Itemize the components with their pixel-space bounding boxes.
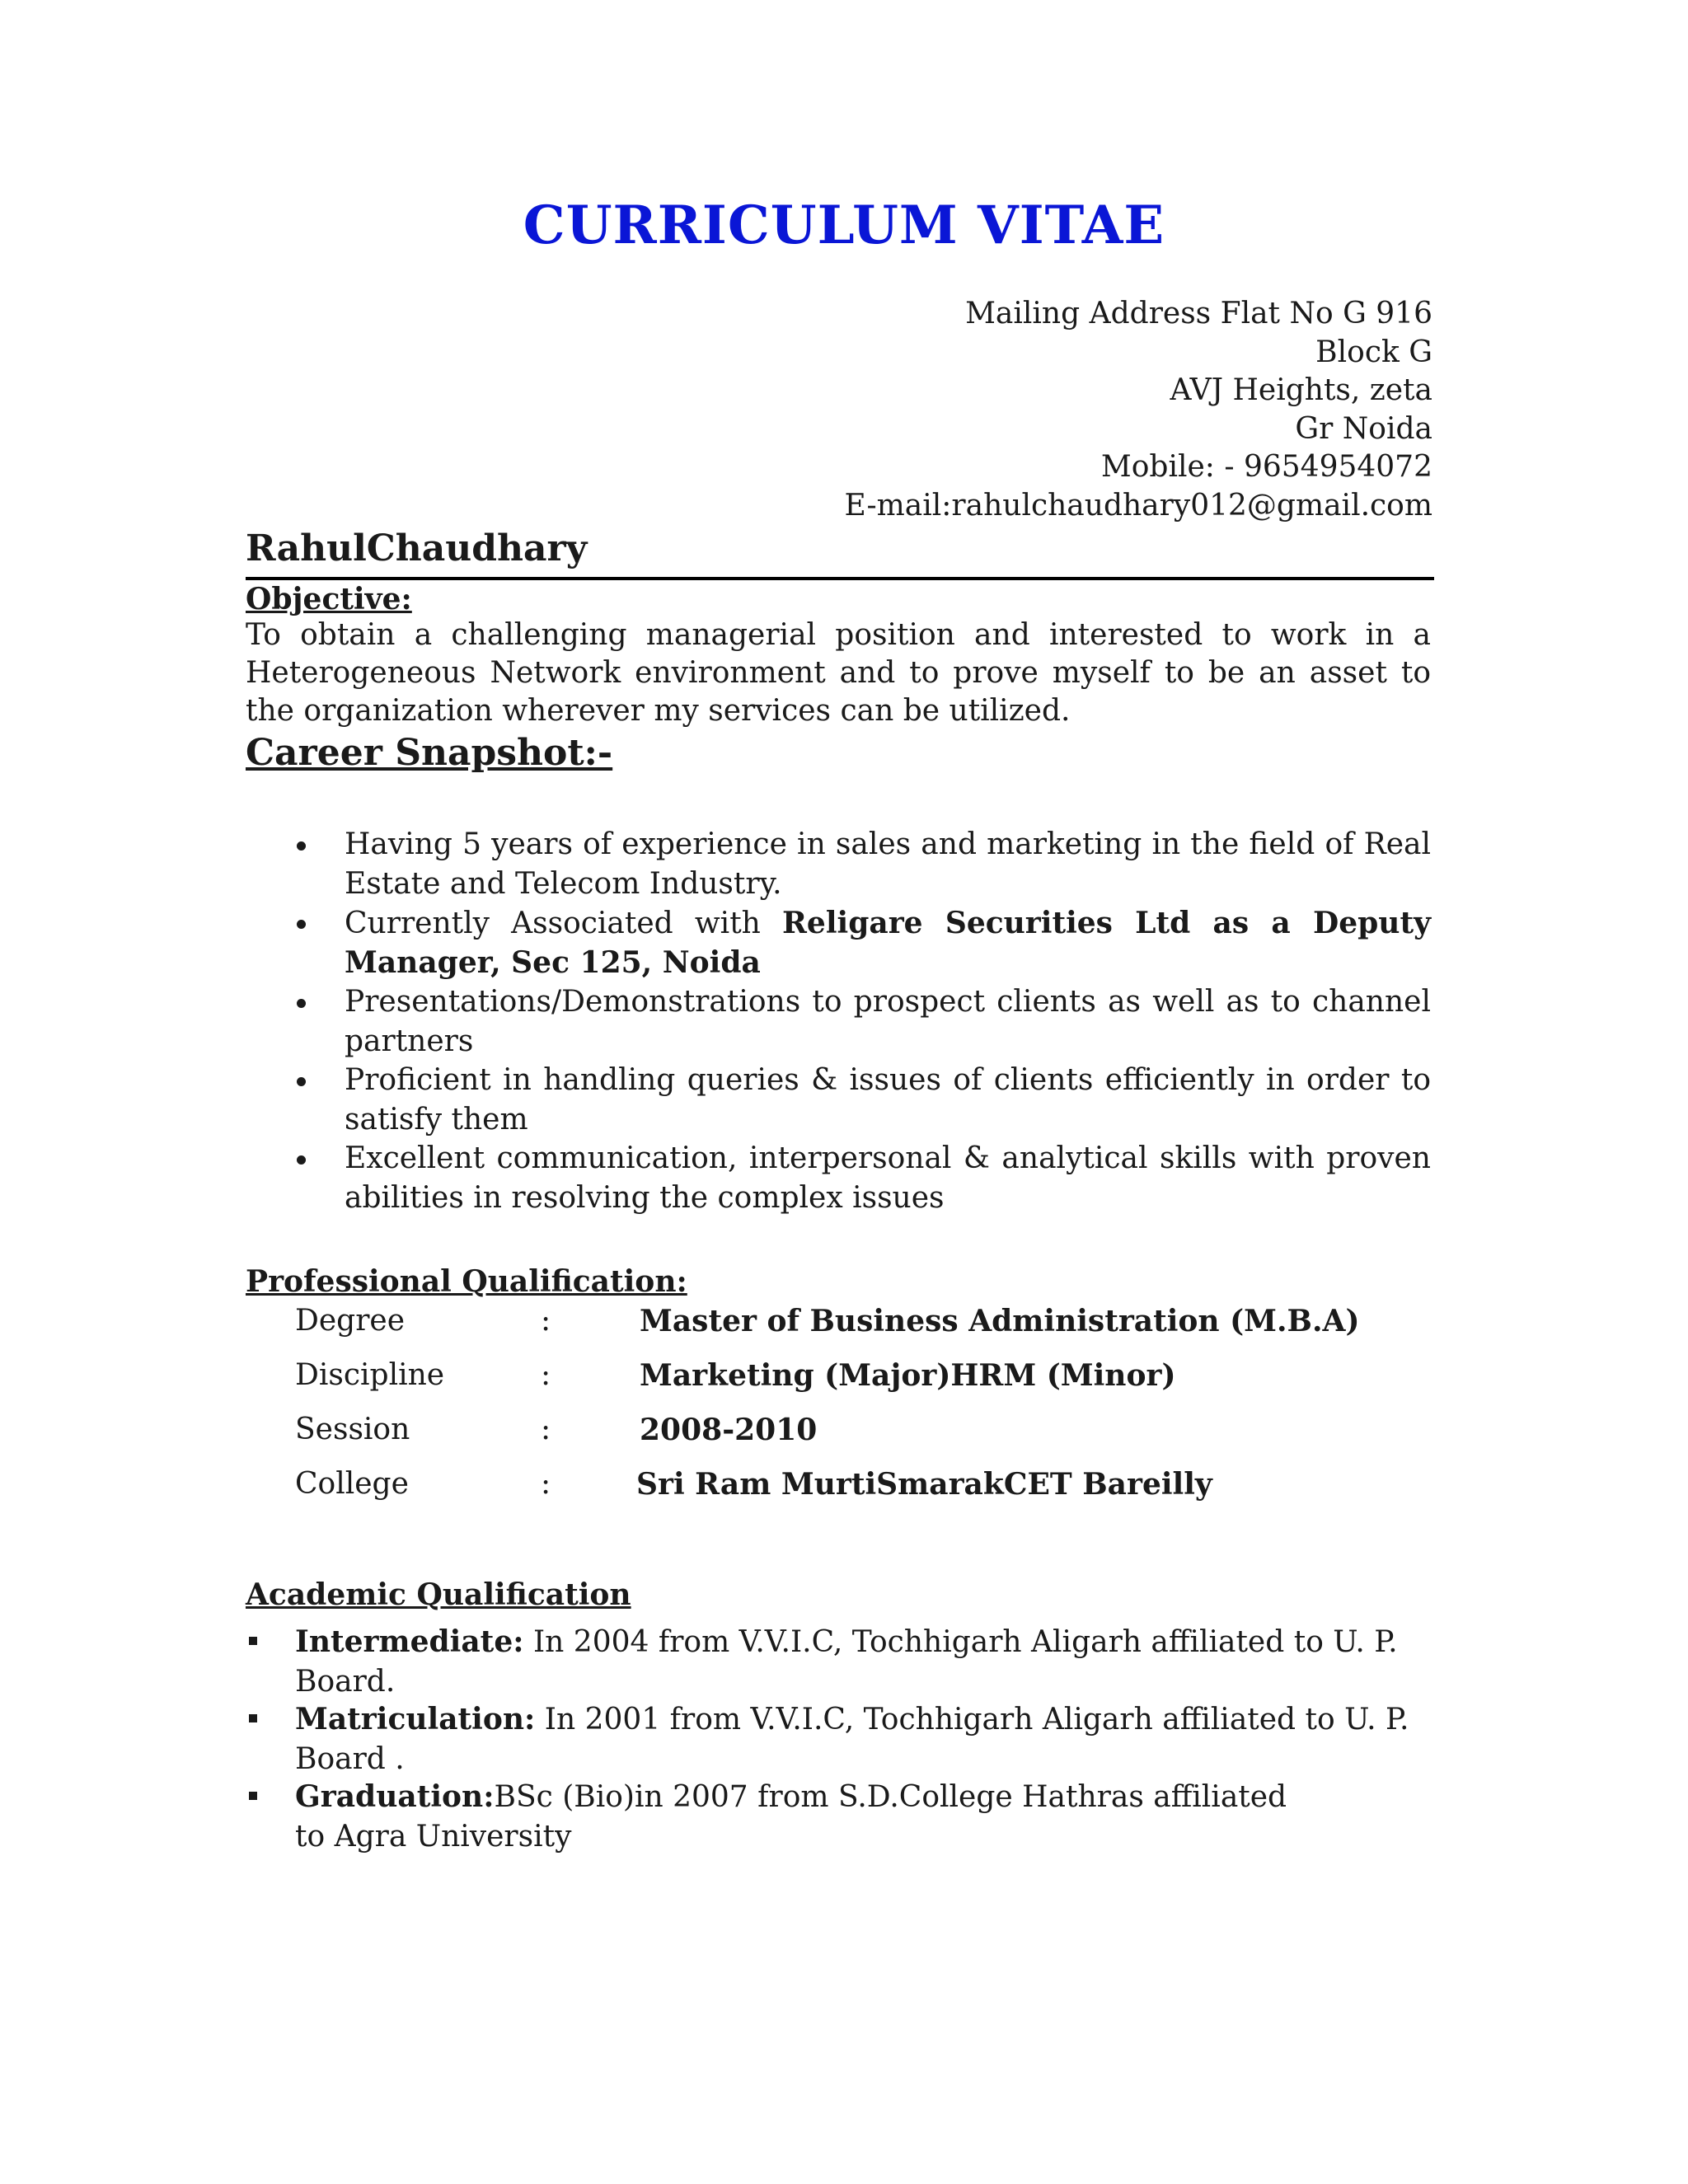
- item-text: Currently Associated with: [345, 907, 783, 940]
- page-title: CURRICULUM VITAE: [523, 194, 1165, 256]
- item-text: Presentations/Demonstrations to prospect clients as well as to channel partners: [345, 985, 1431, 1058]
- item-bold-text: Religare Securities Ltd as a Deputy Manager, Sec 125, Noida: [345, 906, 1432, 980]
- row-label: College: [295, 1467, 409, 1501]
- candidate-name: RahulChaudhary: [246, 527, 588, 569]
- item-text: In 2004 from V.V.I.C, Tochhigarh Aligarh affiliated to U. P. Board.: [295, 1625, 1398, 1699]
- address-line: Gr Noida: [1295, 411, 1432, 446]
- row-value: Marketing (Major)HRM (Minor): [640, 1358, 1176, 1393]
- bullet-icon: [297, 920, 306, 929]
- address-line: AVJ Heights, zeta: [1170, 373, 1432, 407]
- square-bullet-icon: [249, 1714, 257, 1722]
- row-label: Discipline: [295, 1358, 445, 1392]
- square-bullet-icon: [249, 1792, 257, 1800]
- row-separator: :: [541, 1358, 551, 1392]
- square-bullet-icon: [249, 1637, 257, 1645]
- qualification-row-discipline: [295, 1358, 1449, 1396]
- bullet-icon: [297, 841, 306, 851]
- address-line: Mailing Address Flat No G 916: [965, 297, 1432, 330]
- row-label: Session: [295, 1413, 410, 1446]
- career-snapshot-heading: Career Snapshot:-: [246, 732, 613, 774]
- row-separator: :: [541, 1467, 551, 1501]
- list-item: [246, 1062, 1431, 1139]
- address-line: Block G: [1315, 335, 1432, 369]
- academic-qualification-heading: Academic Qualification: [246, 1577, 631, 1612]
- item-label: Matriculation:: [295, 1702, 536, 1736]
- qualification-row-degree: [295, 1304, 1449, 1342]
- item-text: Having 5 years of experience in sales and marketing in the field of Real Estate and Telecom Industry.: [345, 827, 1431, 901]
- professional-qualification-heading: Professional Qualification:: [246, 1264, 687, 1299]
- list-item: [246, 826, 1431, 903]
- row-value: Master of Business Administration (M.B.A): [640, 1304, 1360, 1338]
- row-separator: :: [541, 1304, 551, 1338]
- item-label: Graduation:: [295, 1779, 495, 1814]
- academic-item-graduation: [246, 1777, 1317, 1857]
- bullet-icon: [297, 999, 306, 1008]
- objective-heading: Objective:: [246, 582, 412, 616]
- career-snapshot-list: [246, 826, 1431, 1218]
- mobile-number: Mobile: - 9654954072: [1100, 450, 1432, 484]
- item-text: BSc (Bio)in 2007 from S.D.College Hathras affiliated to Agra University: [295, 1780, 1287, 1854]
- bullet-icon: [297, 1155, 306, 1165]
- objective-text: To obtain a challenging managerial position and interested to work in a Heterogeneous Network environment and to prove myself to be an asset to the organization wherever my services can be utilized.: [246, 618, 1431, 728]
- row-label: Degree: [295, 1304, 406, 1338]
- item-text: Proficient in handling queries & issues of clients efficiently in order to satisfy them: [345, 1063, 1431, 1137]
- email-address: E-mail:rahulchaudhary012@gmail.com: [844, 488, 1432, 523]
- qualification-row-college: [295, 1467, 1449, 1505]
- row-value: 2008-2010: [640, 1413, 818, 1447]
- row-value: Sri Ram MurtiSmarakCET Bareilly: [636, 1467, 1212, 1502]
- academic-item-matriculation: [246, 1699, 1449, 1779]
- name-divider: [246, 577, 1434, 580]
- item-text: Excellent communication, interpersonal & analytical skills with proven abilities in resolving the complex issues: [345, 1141, 1431, 1215]
- contact-address-block: [845, 295, 1432, 525]
- qualification-row-session: [295, 1413, 1449, 1451]
- academic-item-intermediate: [246, 1622, 1449, 1702]
- item-text: In 2001 from V.V.I.C, Tochhigarh Aligarh affiliated to U. P. Board .: [295, 1703, 1409, 1776]
- item-label: Intermediate:: [295, 1624, 524, 1659]
- row-separator: :: [541, 1413, 551, 1446]
- list-item: [246, 983, 1431, 1061]
- list-item: [246, 1140, 1431, 1217]
- bullet-icon: [297, 1077, 306, 1086]
- list-item: [246, 904, 1431, 982]
